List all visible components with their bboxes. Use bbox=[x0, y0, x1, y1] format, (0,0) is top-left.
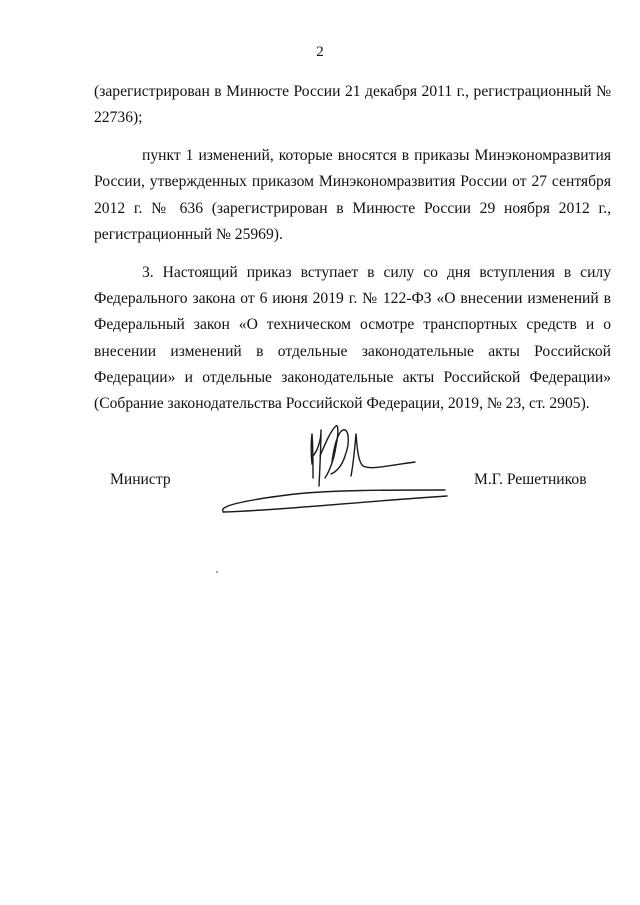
paragraph-item-amendment: пункт 1 изменений, которые вносятся в приказы Минэкономразвития России, утвержденных приказом Минэкономразвития России от 27 сентября 2012 г. № 636 (зарегистрирован в Минюсте России 29 ноября 2012 г., регистрационный № 25969). bbox=[94, 147, 611, 243]
paragraph-effective-date: 3. Настоящий приказ вступает в силу со дня вступления в силу Федерального закона от 6 июня 2019 г. № 122-ФЗ «О внесении изменений в Федеральный закон «О техническом осмотре транспортных средств и о внесении изменений в отдельные законодательные акты Российской Федерации» и отдельные законодательные акты Российской Федерации» (Собрание законодательства Российской Федерации, 2019, № 23, ст. 2905). bbox=[94, 263, 611, 413]
document-body bbox=[94, 79, 611, 429]
scan-speck bbox=[216, 571, 218, 573]
signer-name: М.Г. Решетников bbox=[474, 471, 587, 488]
paragraph-continued: (зарегистрирован в Минюсте России 21 декабря 2011 г., регистрационный № 22736); bbox=[94, 83, 611, 127]
signature-block bbox=[0, 416, 640, 526]
page-number: 2 bbox=[316, 44, 324, 60]
handwritten-signature bbox=[215, 416, 455, 521]
signer-position: Министр bbox=[110, 471, 171, 488]
